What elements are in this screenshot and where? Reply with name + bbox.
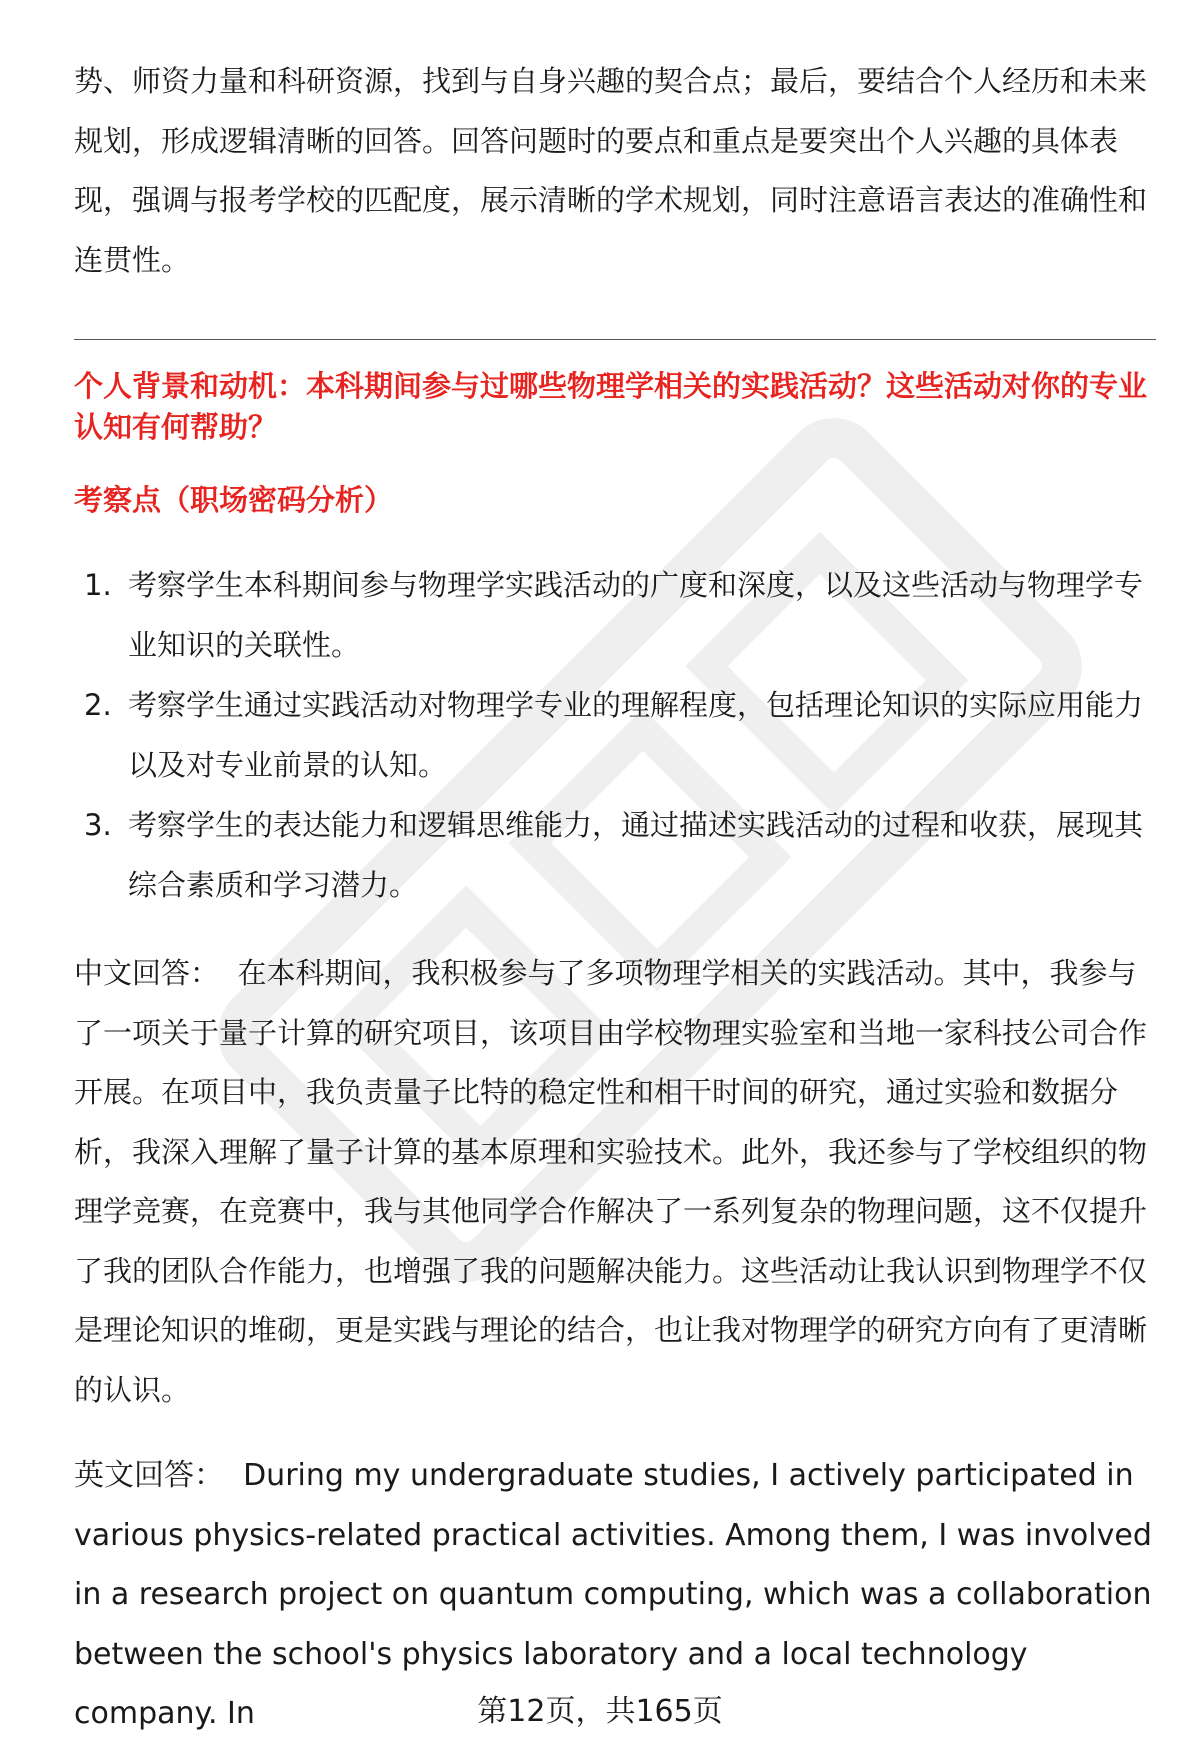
list-item-number: 1.	[84, 568, 112, 602]
chinese-answer-paragraph	[74, 944, 1156, 1420]
page-number-footer: 第12页，共165页	[477, 1694, 723, 1729]
list-item	[74, 555, 1156, 675]
list-item-text: 考察学生的表达能力和逻辑思维能力，通过描述实践活动的过程和收获，展现其综合素质和学习潜力。	[128, 808, 1144, 902]
intro-section	[74, 52, 1156, 290]
section-divider	[74, 339, 1156, 340]
list-item	[74, 675, 1156, 795]
list-item-text: 考察学生本科期间参与物理学实践活动的广度和深度，以及这些活动与物理学专业知识的关联性。	[128, 568, 1144, 662]
list-item-number: 3.	[84, 808, 112, 842]
intro-paragraph: 势、师资力量和科研资源，找到与自身兴趣的契合点；最后，要结合个人经历和未来规划，形成逻辑清晰的回答。回答问题时的要点和重点是要突出个人兴趣的具体表现，强调与报考学校的匹配度，展示清晰的学术规划，同时注意语言表达的准确性和连贯性。	[74, 64, 1148, 277]
list-item-text: 考察学生通过实践活动对物理学专业的理解程度，包括理论知识的实际应用能力以及对专业前景的认知。	[128, 688, 1144, 782]
english-answer-text: During my undergraduate studies, I actively participated in various physics-related practical activities. Among them, I was involved in a research project on quantum computing, which was a collaboration between the school's physics laboratory and a local technology company. In	[74, 1458, 1152, 1731]
list-item-number: 2.	[84, 688, 112, 722]
question-subtitle: 考察点（职场密码分析）	[74, 483, 394, 517]
list-item	[74, 795, 1156, 915]
question-title: 个人背景和动机：本科期间参与过哪些物理学相关的实践活动？这些活动对你的专业认知有何帮助？	[74, 369, 1148, 444]
english-answer-label: 英文回答：	[74, 1458, 224, 1493]
chinese-answer-label: 中文回答：	[74, 956, 220, 990]
chinese-answer-text: 在本科期间，我积极参与了多项物理学相关的实践活动。其中，我参与了一项关于量子计算的研究项目，该项目由学校物理实验室和当地一家科技公司合作开展。在项目中，我负责量子比特的稳定性和相干时间的研究，通过实验和数据分析，我深入理解了量子计算的基本原理和实验技术。此外，我还参与了学校组织的物理学竞赛，在竞赛中，我与其他同学合作解决了一系列复杂的物理问题，这不仅提升了我的团队合作能力，也增强了我的问题解决能力。这些活动让我认识到物理学不仅是理论知识的堆砌，更是实践与理论的结合，也让我对物理学的研究方向有了更清晰的认识。	[74, 956, 1148, 1407]
assessment-points-list	[74, 555, 1156, 915]
chinese-answer-section	[74, 944, 1156, 1420]
